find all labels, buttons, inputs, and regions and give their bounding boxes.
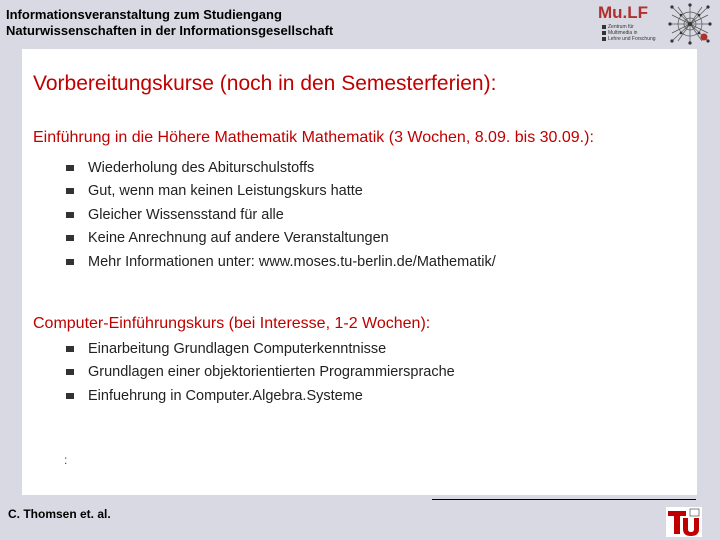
footer-divider bbox=[432, 499, 696, 500]
content-area bbox=[22, 49, 697, 495]
mulf-logo-lines bbox=[602, 24, 656, 42]
section-heading-computer: Computer-Einführungskurs (bei Interesse, 1-2 Wochen): bbox=[33, 315, 431, 332]
math-info-link: Mehr Informationen unter: www.moses.tu-berlin.de/Mathematik/ bbox=[88, 253, 496, 270]
list-item: Gut, wenn man keinen Leistungskurs hatte bbox=[66, 180, 496, 204]
square-bullet-icon bbox=[66, 235, 74, 241]
mesh-graphic-icon bbox=[668, 3, 712, 45]
mulf-logo bbox=[598, 3, 718, 45]
header-title bbox=[6, 7, 333, 39]
square-bullet-icon bbox=[66, 259, 74, 265]
bullet-list-math bbox=[66, 156, 496, 274]
square-bullet-icon bbox=[66, 188, 74, 194]
header-title-line1: Informationsveranstaltung zum Studiengang bbox=[6, 7, 282, 22]
list-item: Einarbeitung Grundlagen Computerkenntnisse bbox=[66, 337, 455, 361]
header-title-line2: Naturwissenschaften in der Informationsgesellschaft bbox=[6, 23, 334, 38]
list-item: Grundlagen einer objektorientierten Programmiersprache bbox=[66, 361, 455, 385]
square-bullet-icon bbox=[66, 393, 74, 399]
stray-colon: : bbox=[64, 453, 68, 467]
list-item: Wiederholung des Abiturschulstoffs bbox=[66, 156, 496, 180]
list-item bbox=[66, 250, 496, 274]
list-item: Keine Anrechnung auf andere Veranstaltungen bbox=[66, 227, 496, 251]
square-bullet-icon bbox=[66, 212, 74, 218]
slide-title: Vorbereitungskurse (noch in den Semesterferien): bbox=[33, 72, 497, 95]
mulf-logo-text: Mu.LF bbox=[598, 3, 649, 22]
footer-author: C. Thomsen et. al. bbox=[8, 507, 111, 521]
mulf-line-1: Zentrum für bbox=[608, 24, 634, 30]
square-bullet-icon bbox=[66, 369, 74, 375]
mulf-line-2: Multimedia in bbox=[608, 30, 638, 36]
square-bullet-icon bbox=[66, 346, 74, 352]
bullet-list-computer bbox=[66, 337, 455, 408]
tu-berlin-logo-icon bbox=[666, 507, 702, 537]
list-item: Gleicher Wissensstand für alle bbox=[66, 203, 496, 227]
list-item: Einfuehrung in Computer.Algebra.Systeme bbox=[66, 384, 455, 408]
section-heading-math: Einführung in die Höhere Mathematik Mathematik (3 Wochen, 8.09. bis 30.09.): bbox=[33, 129, 594, 146]
header-bar bbox=[0, 0, 720, 48]
square-bullet-icon bbox=[66, 165, 74, 171]
mulf-line-3: Lehre und Forschung bbox=[608, 36, 656, 42]
